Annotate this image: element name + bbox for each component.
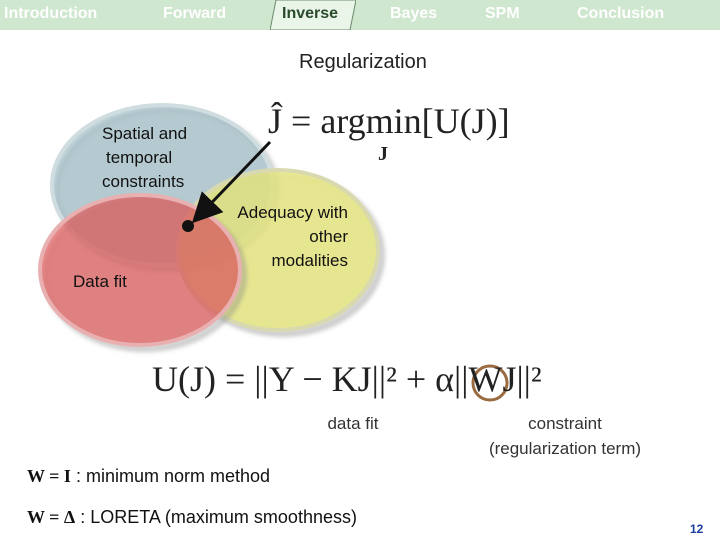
datafit-caption: data fit bbox=[327, 414, 379, 433]
spatial-label-line3: constraints bbox=[102, 172, 185, 191]
nav-item-bayes[interactable]: Bayes bbox=[390, 5, 438, 22]
argmin-subscript: J bbox=[378, 143, 388, 165]
modality-label-line1: Adequacy with bbox=[237, 203, 348, 222]
nav-item-inverse[interactable]: Inverse bbox=[282, 5, 339, 22]
spatial-label-line2: temporal bbox=[106, 148, 173, 167]
nav-item-forward[interactable]: Forward bbox=[163, 5, 227, 22]
note-symbol: W = I bbox=[27, 466, 71, 486]
argmin-formula: Ĵ = argmin[U(J)] bbox=[268, 101, 510, 141]
nav-item-spm[interactable]: SPM bbox=[485, 5, 520, 22]
slide-subtitle: Regularization bbox=[299, 51, 427, 73]
datafit-label: Data fit bbox=[73, 272, 127, 291]
solution-point bbox=[182, 220, 194, 232]
note-minimum-norm bbox=[27, 466, 270, 487]
nav-item-conclusion[interactable]: Conclusion bbox=[577, 5, 665, 22]
constraint-caption-line1: constraint bbox=[528, 414, 602, 433]
constraint-caption-line2: (regularization term) bbox=[488, 439, 642, 458]
constraint-caption bbox=[470, 411, 660, 461]
note-symbol: W = Δ bbox=[27, 507, 76, 527]
spatial-label bbox=[102, 122, 187, 194]
modality-label bbox=[218, 201, 348, 273]
note-text: : LORETA (maximum smoothness) bbox=[80, 507, 357, 527]
modality-label-line3: modalities bbox=[271, 251, 348, 270]
cost-function-formula: U(J) = ||Y − KJ||² + α||WJ||² bbox=[152, 359, 542, 399]
nav-item-introduction[interactable]: Introduction bbox=[4, 5, 98, 22]
note-loreta bbox=[27, 507, 357, 528]
page-number: 12 bbox=[690, 522, 704, 536]
datafit-ellipse bbox=[40, 195, 240, 345]
modality-label-line2: other bbox=[309, 227, 348, 246]
note-text: : minimum norm method bbox=[75, 466, 271, 486]
spatial-label-line1: Spatial and bbox=[102, 124, 188, 143]
